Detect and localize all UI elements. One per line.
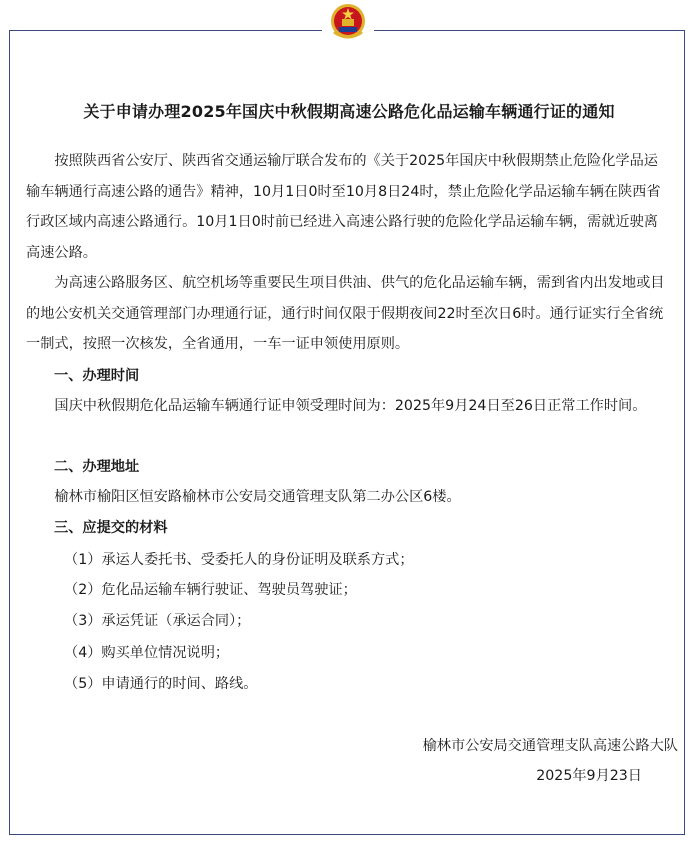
material-item: （4）购买单位情况说明； [64,645,230,661]
material-item: （5）申请通行的时间、路线。 [64,676,258,692]
material-item: （3）承运凭证（承运合同）； [64,613,251,629]
signature-org: 榆林市公安局交通管理支队高速公路大队 [422,738,678,754]
police-emblem-icon [322,2,374,42]
section-heading-time: 一、办理时间 [54,368,140,384]
signature-date: 2025年9月23日 [536,768,642,784]
section-body-time: 国庆中秋假期危化品运输车辆通行证申领受理时间为：2025年9月24日至26日正常工作时间。 [54,398,647,414]
section-heading-address: 二、办理地址 [54,459,140,475]
material-item: （1）承运人委托书、受委托人的身份证明及联系方式； [64,552,414,568]
intro-paragraph-2: 为高速公路服务区、航空机场等重要民生项目供油、供气的危化品运输车辆，需到省内出发地或目的地公安机关交通管理部门办理通行证，通行时间仅限于假期夜间22时至次日6时。通行证实行全省统一制式，按照一次核发，全省通用，一车一证申领使用原则。 [26,275,665,352]
material-item: （2）危化品运输车辆行驶证、驾驶员驾驶证； [64,582,357,598]
section-body-address: 榆林市榆阳区恒安路榆林市公安局交通管理支队第二办公区6楼。 [54,489,461,505]
intro-paragraph-1: 按照陕西省公安厅、陕西省交通运输厅联合发布的《关于2025年国庆中秋假期禁止危险化学品运输车辆通行高速公路的通告》精神，10月1日0时至10月8日24时，禁止危险化学品运输车辆在陕西省行政区域内高速公路通行。10月1日0时前已经进入高速公路行驶的危险化学品运输车辆，需就近驶离高速公路。 [26,153,661,261]
document-title: 关于申请办理2025年国庆中秋假期高速公路危化品运输车辆通行证的通知 [83,101,615,121]
section-heading-materials: 三、应提交的材料 [54,520,168,536]
